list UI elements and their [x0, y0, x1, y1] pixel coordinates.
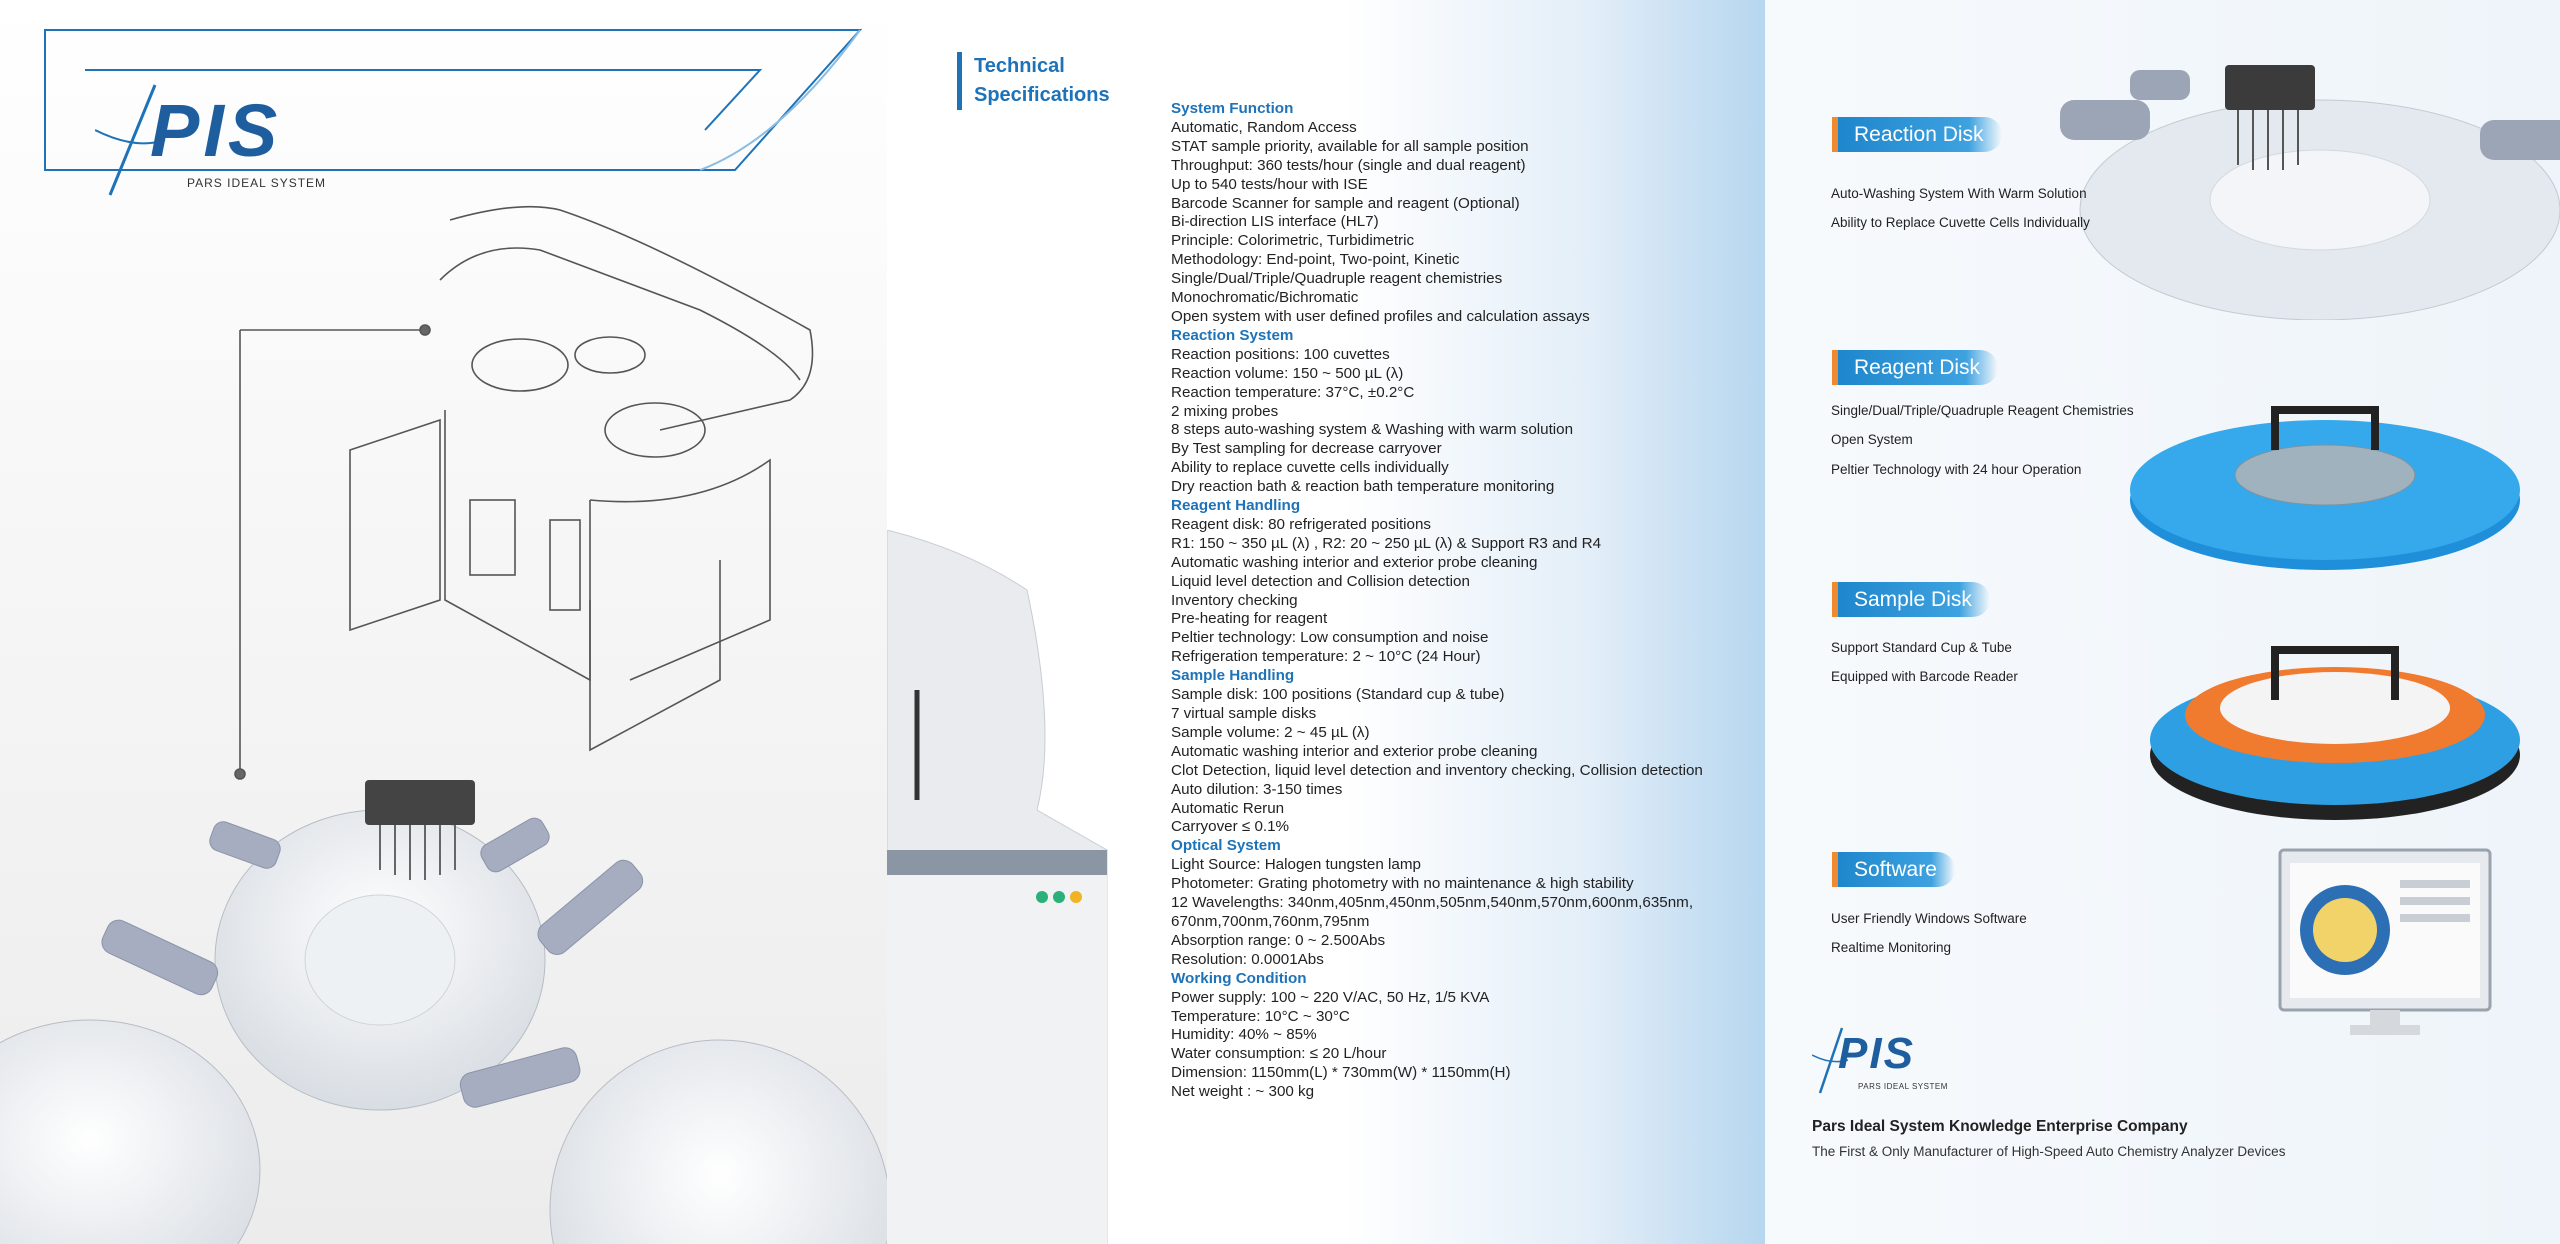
- reaction-disk-photo: [0, 730, 887, 1244]
- spec-heading: System Function: [1171, 100, 1294, 117]
- spec-heading: Optical System: [1171, 837, 1281, 855]
- spec-line: Light Source: Halogen tungsten lamp: [1171, 856, 1421, 874]
- features-panel: [1765, 0, 2560, 1244]
- spec-line: Single/Dual/Triple/Quadruple reagent chemistries: [1171, 270, 1503, 288]
- spec-line: Dry reaction bath & reaction bath temperature monitoring: [1171, 478, 1555, 496]
- specifications-list: [1171, 100, 1765, 1102]
- spec-line: Up to 540 tests/hour with ISE: [1171, 175, 1368, 193]
- spec-section-optical-system: [1171, 837, 1765, 969]
- spec-heading: Reaction System: [1171, 326, 1294, 344]
- spec-line: Refrigeration temperature: 2 ~ 10°C (24 Hour): [1171, 648, 1481, 666]
- feature-title-reaction-disk: Reaction Disk: [1832, 117, 2002, 152]
- logo-text: PIS: [150, 89, 282, 172]
- spec-line: Absorption range: 0 ~ 2.500Abs: [1171, 931, 1386, 949]
- title-line-1: Technical: [974, 55, 1065, 77]
- sample-disk-image: [2135, 620, 2535, 830]
- spec-line: Temperature: 10°C ~ 30°C: [1171, 1007, 1350, 1025]
- technical-specifications-title: [957, 52, 1114, 110]
- spec-line: Power supply: 100 ~ 220 V/AC, 50 Hz, 1/5 KVA: [1171, 988, 1490, 1006]
- spec-line: Sample volume: 2 ~ 45 µL (λ): [1171, 723, 1370, 741]
- feature-title-reagent-disk: Reagent Disk: [1832, 350, 1998, 385]
- spec-line: Ability to replace cuvette cells individually: [1171, 459, 1449, 477]
- spec-line: Reaction temperature: 37°C, ±0.2°C: [1171, 383, 1415, 401]
- feature-line: User Friendly Windows Software: [1831, 911, 2027, 926]
- specifications-panel: [887, 0, 1765, 1244]
- spec-section-reagent-handling: [1171, 497, 1765, 667]
- feature-line: Peltier Technology with 24 hour Operation: [1831, 462, 2082, 477]
- spec-line: Automatic Rerun: [1171, 799, 1285, 817]
- feature-line: Realtime Monitoring: [1831, 940, 1952, 955]
- spec-line: 12 Wavelengths: 340nm,405nm,450nm,505nm,540nm,570nm,600nm,635nm,: [1171, 894, 1694, 912]
- spec-line: Net weight : ~ 300 kg: [1171, 1083, 1315, 1101]
- feature-line: Auto-Washing System With Warm Solution: [1831, 186, 2087, 201]
- feature-line: Support Standard Cup & Tube: [1831, 640, 2012, 655]
- spec-line: Reaction positions: 100 cuvettes: [1171, 345, 1390, 363]
- spec-line: Humidity: 40% ~ 85%: [1171, 1026, 1317, 1044]
- spec-line: Throughput: 360 tests/hour (single and dual reagent): [1171, 156, 1526, 174]
- spec-section-system-function: [1171, 100, 1765, 327]
- title-line-2: Specifications: [974, 84, 1110, 106]
- spec-line: Carryover ≤ 0.1%: [1171, 818, 1290, 836]
- spec-line: Bi-direction LIS interface (HL7): [1171, 213, 1379, 231]
- spec-heading: Sample Handling: [1171, 667, 1295, 685]
- spec-line: Peltier technology: Low consumption and noise: [1171, 629, 1489, 647]
- spec-line: Principle: Colorimetric, Turbidimetric: [1171, 232, 1415, 250]
- company-tagline: The First & Only Manufacturer of High-Speed Auto Chemistry Analyzer Devices: [1812, 1144, 2286, 1159]
- company-logo-small: [1812, 1025, 1982, 1097]
- spec-section-reaction-system: [1171, 327, 1765, 497]
- spec-section-sample-handling: [1171, 667, 1765, 837]
- spec-line: 2 mixing probes: [1171, 402, 1279, 420]
- spec-heading: Reagent Handling: [1171, 497, 1301, 515]
- spec-line: Reaction volume: 150 ~ 500 µL (λ): [1171, 364, 1404, 382]
- spec-line: Automatic, Random Access: [1171, 118, 1357, 136]
- spec-line: By Test sampling for decrease carryover: [1171, 440, 1442, 458]
- software-monitor-image: [2270, 845, 2500, 1045]
- spec-line: 670nm,700nm,760nm,795nm: [1171, 912, 1370, 930]
- spec-line: R1: 150 ~ 350 µL (λ) , R2: 20 ~ 250 µL (λ) & Support R3 and R4: [1171, 534, 1602, 552]
- feature-line: Single/Dual/Triple/Quadruple Reagent Chemistries: [1831, 403, 2134, 418]
- company-name: Pars Ideal System Knowledge Enterprise Company: [1812, 1118, 2188, 1135]
- spec-line: Clot Detection, liquid level detection and inventory checking, Collision detection: [1171, 761, 1703, 779]
- spec-line: Reagent disk: 80 refrigerated positions: [1171, 515, 1432, 533]
- spec-line: Sample disk: 100 positions (Standard cup & tube): [1171, 686, 1505, 704]
- spec-line: Barcode Scanner for sample and reagent (Optional): [1171, 194, 1520, 212]
- reaction-disk-image: [2040, 0, 2560, 320]
- logo-text: PIS: [1838, 1029, 1915, 1078]
- reagent-disk-image: [2115, 380, 2535, 580]
- spec-line: Auto dilution: 3-150 times: [1171, 780, 1343, 798]
- feature-line: Ability to Replace Cuvette Cells Individually: [1831, 215, 2090, 230]
- spec-line: Resolution: 0.0001Abs: [1171, 950, 1324, 968]
- spec-section-working-condition: [1171, 970, 1765, 1102]
- spec-line: Liquid level detection and Collision detection: [1171, 572, 1470, 590]
- feature-title-software: Software: [1832, 852, 1955, 887]
- spec-line: STAT sample priority, available for all sample position: [1171, 137, 1529, 155]
- feature-title-sample-disk: Sample Disk: [1832, 582, 1990, 617]
- logo-subtitle: PARS IDEAL SYSTEM: [1858, 1082, 1948, 1091]
- spec-line: Monochromatic/Bichromatic: [1171, 289, 1359, 307]
- spec-line: Inventory checking: [1171, 591, 1298, 609]
- spec-line: Open system with user defined profiles and calculation assays: [1171, 307, 1590, 325]
- spec-line: Automatic washing interior and exterior probe cleaning: [1171, 742, 1538, 760]
- analyzer-cabinet-photo: [887, 530, 1117, 1244]
- spec-line: Photometer: Grating photometry with no maintenance & high stability: [1171, 875, 1634, 893]
- spec-line: Dimension: 1150mm(L) * 730mm(W) * 1150mm(H): [1171, 1064, 1511, 1082]
- spec-line: Methodology: End-point, Two-point, Kinetic: [1171, 251, 1460, 269]
- spec-line: Water consumption: ≤ 20 L/hour: [1171, 1045, 1387, 1063]
- feature-line: Equipped with Barcode Reader: [1831, 669, 2018, 684]
- cover-panel: [0, 0, 887, 1244]
- spec-line: Pre-heating for reagent: [1171, 610, 1328, 628]
- spec-line: 7 virtual sample disks: [1171, 705, 1317, 722]
- spec-line: Automatic washing interior and exterior probe cleaning: [1171, 553, 1538, 571]
- logo-subtitle: PARS IDEAL SYSTEM: [187, 176, 327, 190]
- spec-heading: Working Condition: [1171, 969, 1307, 987]
- feature-line: Open System: [1831, 432, 1913, 447]
- spec-line: 8 steps auto-washing system & Washing with warm solution: [1171, 421, 1574, 439]
